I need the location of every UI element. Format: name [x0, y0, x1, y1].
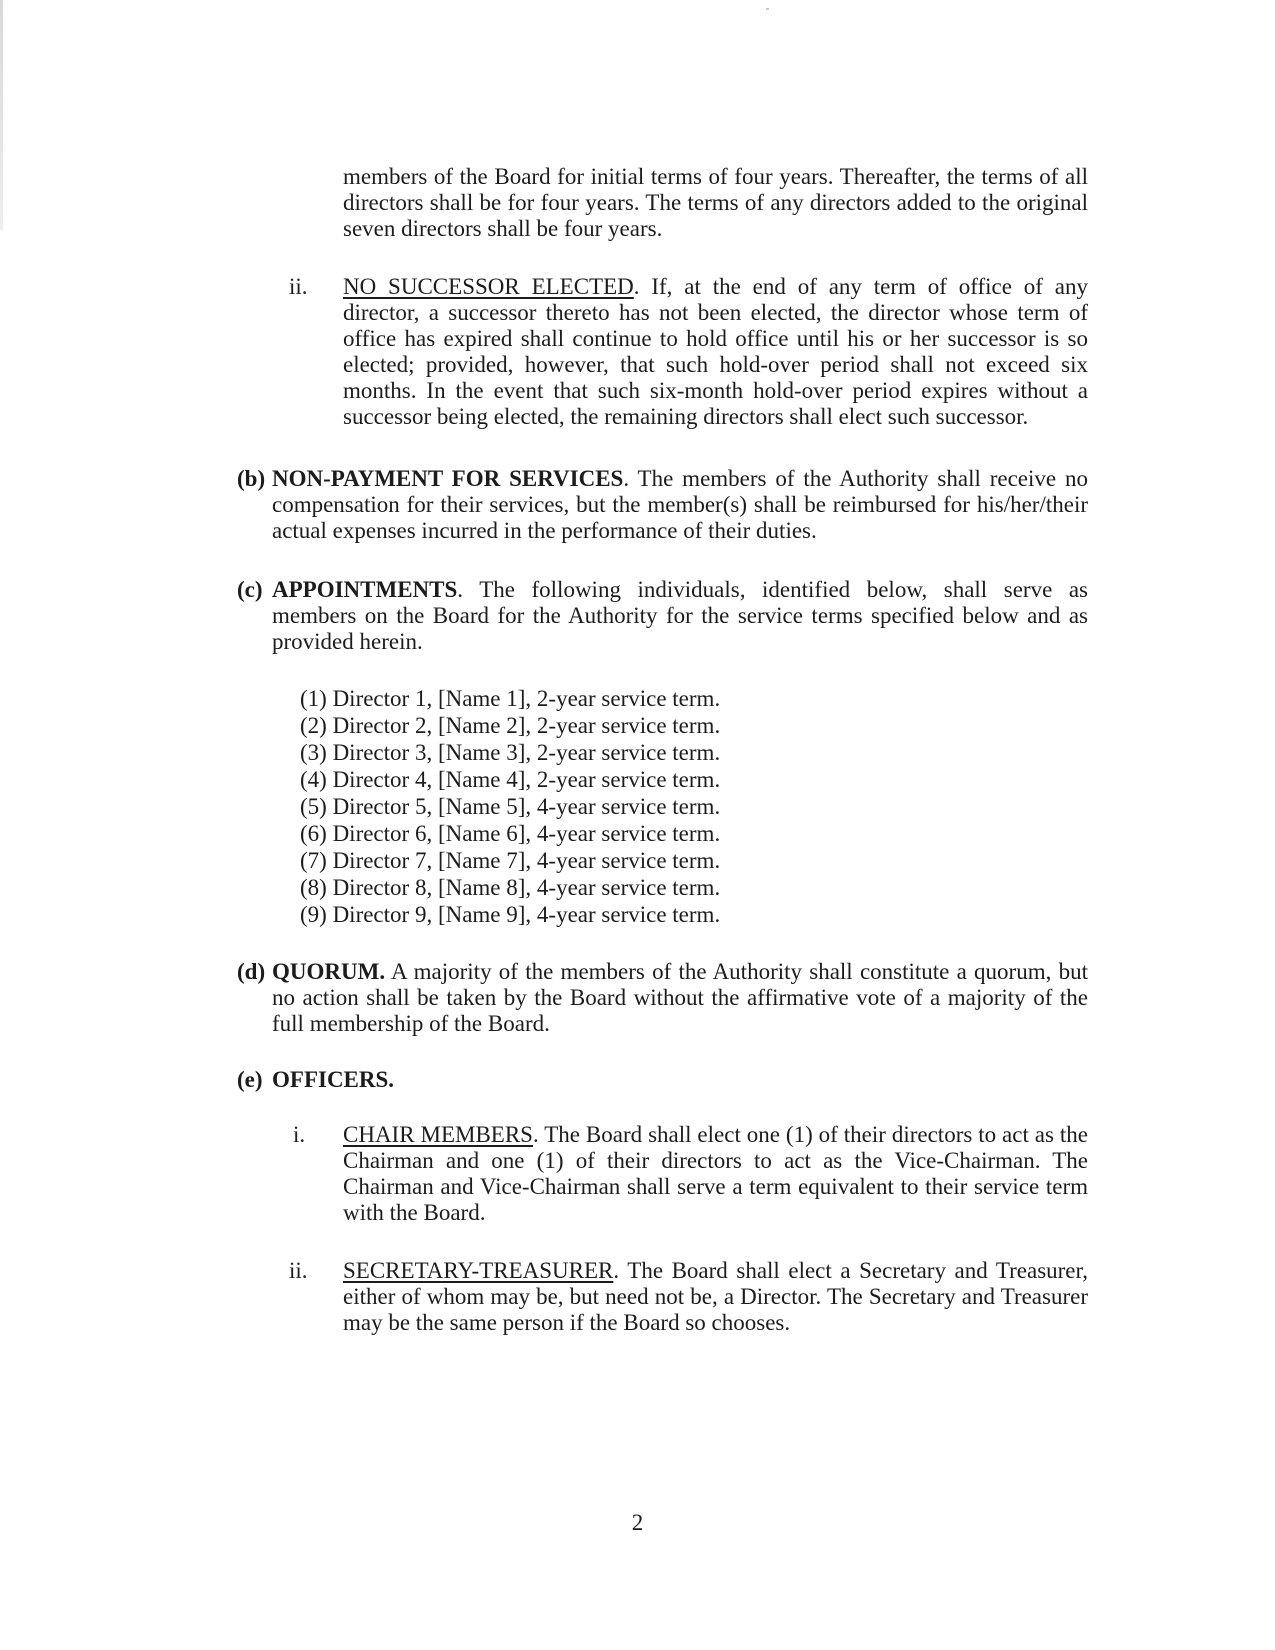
scan-edge-mark: [0, 0, 3, 230]
page-number: 2: [631, 1510, 644, 1535]
continuation-paragraph: [343, 164, 1088, 242]
continuation-text: members of the Board for initial terms of four years. Thereafter, the terms of all directors shall be for four years. The terms of any directors added to the original seven directors shall be four years.: [343, 164, 1088, 241]
section-b-paragraph: [272, 466, 1088, 544]
director-item: (2) Director 2, [Name 2], 2-year service term.: [300, 713, 721, 738]
item-ii-numeral: ii.: [289, 274, 308, 299]
section-c-heading: APPOINTMENTS: [272, 577, 458, 602]
no-successor-paragraph: [343, 274, 1088, 430]
scan-speck: [766, 8, 769, 10]
section-d-paragraph: [272, 959, 1088, 1037]
director-item: (1) Director 1, [Name 1], 2-year service term.: [300, 686, 721, 711]
director-item: (7) Director 7, [Name 7], 4-year service term.: [300, 848, 721, 873]
no-successor-heading: NO SUCCESSOR ELECTED: [343, 274, 634, 299]
section-b-label: (b): [237, 466, 266, 491]
section-d-label: (d): [237, 959, 266, 984]
secretary-treasurer-heading: SECRETARY-TREASURER: [343, 1258, 614, 1283]
item-e-i-numeral: i.: [293, 1122, 306, 1147]
director-item: (9) Director 9, [Name 9], 4-year service term.: [300, 902, 721, 927]
section-e-heading: OFFICERS.: [272, 1067, 395, 1092]
no-successor-body: . If, at the end of any term of office of any director, a successor thereto has not been elected, the director whose term of office has expired shall continue to hold office until his or her successor is so elected; provided, however, that such hold-over period shall not exceed six months. In the event that such six-month hold-over period expires without a successor being elected, the remaining directors shall elect such successor.: [343, 274, 1088, 429]
section-c-body: . The following individuals, identified below, shall serve as members on the Board for the Authority for the service terms specified below and as provided herein.: [272, 577, 1088, 654]
section-d-body: A majority of the members of the Authority shall constitute a quorum, but no action shall be taken by the Board without the affirmative vote of a majority of the full membership of the Board.: [272, 959, 1088, 1036]
chair-members-paragraph: [343, 1122, 1088, 1226]
section-b-heading: NON-PAYMENT FOR SERVICES: [272, 466, 624, 491]
section-c-label: (c): [237, 577, 263, 602]
chair-members-heading: CHAIR MEMBERS: [343, 1122, 533, 1147]
director-item: (6) Director 6, [Name 6], 4-year service term.: [300, 821, 721, 846]
item-e-ii-numeral: ii.: [289, 1258, 308, 1283]
director-item: (4) Director 4, [Name 4], 2-year service term.: [300, 767, 721, 792]
section-e-label: (e): [237, 1067, 263, 1092]
chair-members-body: . The Board shall elect one (1) of their directors to act as the Chairman and one (1) of their directors to act as the Vice-Chairman. The Chairman and Vice-Chairman shall serve a term equivalent to their service term with the Board.: [343, 1122, 1088, 1225]
director-item: (5) Director 5, [Name 5], 4-year service term.: [300, 794, 721, 819]
director-item: (8) Director 8, [Name 8], 4-year service term.: [300, 875, 721, 900]
section-b-body: . The members of the Authority shall receive no compensation for their services, but the member(s) shall be reimbursed for his/her/their actual expenses incurred in the performance of their duties.: [272, 466, 1088, 543]
secretary-treasurer-body: . The Board shall elect a Secretary and Treasurer, either of whom may be, but need not be, a Director. The Secretary and Treasurer may be the same person if the Board so chooses.: [343, 1258, 1088, 1335]
secretary-treasurer-paragraph: [343, 1258, 1088, 1336]
director-item: (3) Director 3, [Name 3], 2-year service term.: [300, 740, 721, 765]
section-d-heading: QUORUM.: [272, 959, 386, 984]
section-c-paragraph: [272, 577, 1088, 655]
